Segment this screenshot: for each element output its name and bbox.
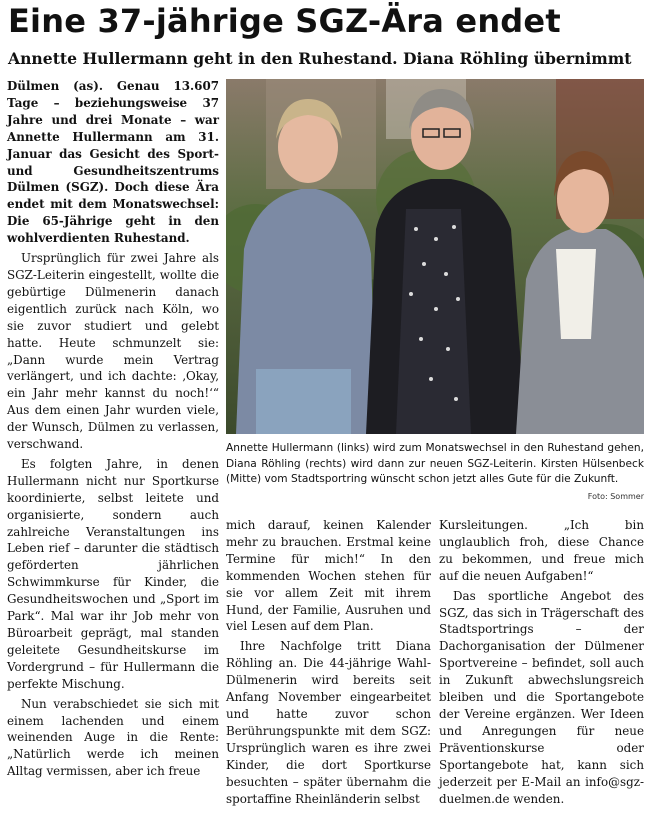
article-photo bbox=[226, 79, 644, 434]
headline: Eine 37-jährige SGZ-Ära endet bbox=[8, 2, 561, 40]
text-column-3 bbox=[439, 517, 644, 807]
article-paragraph: Kursleitungen. „Ich bin unglaublich froh, diese Chance zu bekommen, und freue mich auf die neuen Aufgaben!“ bbox=[439, 518, 644, 583]
article-paragraph: Es folgten Jahre, in denen Hullermann nicht nur Sportkurse koordinierte, selbst leitete und organisierte, sondern auch zahlreiche Veranstaltungen ins Leben rief – darunter die städtisch geförderten jährlichen Schwimmkurse für Kinder, die Gesundheitswochen und „Sport im Park“. Mal war ihr Job mehr von Büroarbeit geprägt, mal standen geleitete Gesundheitskurse im Vordergrund – für Hullermann die perfekte Mischung. bbox=[7, 456, 219, 691]
text-column-2 bbox=[226, 517, 431, 807]
article-paragraph: Ursprünglich für zwei Jahre als SGZ-Leiterin eingestellt, wollte die gebürtige Dülmenerin danach eigentlich zurück nach Köln, wo sie zuvor studiert und gelebt hatte. Heute schmunzelt sie: „Dann wurde mein Vertrag verlängert, und ich dachte: ‚Okay, ein Jahr mehr kannst du noch!‘“ Aus dem einen Jahr wurden viele, der Wunsch, Dülmen zu verlassen, verschwand. bbox=[7, 251, 219, 452]
photo-credit: Foto: Sommer bbox=[587, 492, 644, 501]
article-paragraph: Das sportliche Angebot des SGZ, das sich in Trägerschaft des Stadtsportrings – der Dachorganisation der Dülmener Sportvereine – befindet, soll auch in Zukunft abwechslungsreich bleiben und die Sportangebote der Vereine ergänzen. Wer Ideen und Anregungen für neue Präventionskurse oder Sportangebote hat, kann sich jederzeit per E-Mail an info@sgz-duelmen.de wenden. bbox=[439, 588, 644, 806]
photo-caption: Annette Hullermann (links) wird zum Monatswechsel in den Ruhestand gehen, Diana Röhling (rechts) wird dann zur neuen SGZ-Leiterin. Kirsten Hülsenbeck (Mitte) vom Stadtsportring wünscht schon jetzt alles Gute für die Zukunft. bbox=[226, 442, 644, 486]
article-paragraph: mich darauf, keinen Kalender mehr zu brauchen. Erstmal keine Termine für mich!“ In den kommenden Wochen stehen für sie vor allem Zeit mit ihrem Hund, der Familie, Ausruhen und viel Lesen auf dem Plan. bbox=[226, 518, 431, 634]
article-paragraph: Nun verabschiedet sie sich mit einem lachenden und einem weinenden Auge in die Rente: „Natürlich werde ich meinen Alltag vermissen, aber ich freue bbox=[7, 696, 219, 779]
article-lead: Dülmen (as). Genau 13.607 Tage – beziehungsweise 37 Jahre und drei Monate – war Annette Hullermann am 31. Januar das Gesicht des Sport- und Gesundheitszentrums Dülmen (SGZ). Doch diese Ära endet mit dem Monatswechsel: Die 65-Jährige geht in den wohlverdienten Ruhestand. bbox=[7, 79, 219, 246]
article-paragraph: Ihre Nachfolge tritt Diana Röhling an. Die 44-jährige Wahl-Dülmenerin wird bereits seit Anfang November eingearbeitet und hatte zuvor schon Berührungspunkte mit dem SGZ: Ursprünglich waren es ihre zwei Kinder, die dort Sportkurse besuchten – später übernahm die sportaffine Rheinländerin selbst bbox=[226, 639, 431, 806]
text-column-1 bbox=[7, 78, 219, 780]
subheadline: Annette Hullermann geht in den Ruhestand. Diana Röhling übernimmt bbox=[8, 49, 632, 68]
